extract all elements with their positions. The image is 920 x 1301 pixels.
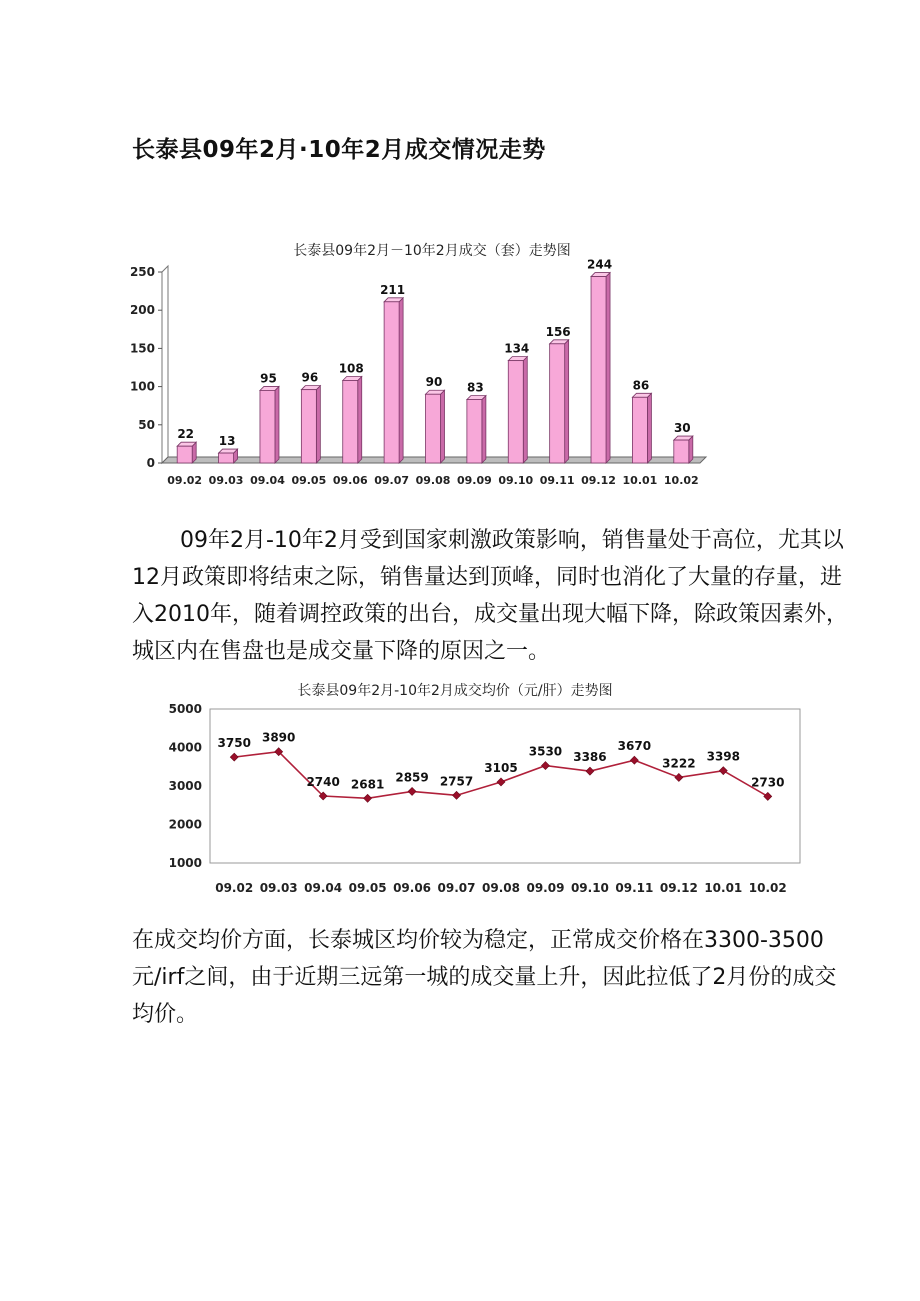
line-value-label: 3398: [706, 749, 741, 764]
bar-x-tick-label: 09.11: [539, 474, 575, 487]
line-point: [719, 767, 727, 775]
line-point: [630, 756, 638, 764]
paragraph-price: 在成交均价方面，长泰城区均价较为稳定，正常成交价格在3300-3500元/irf之间，由于近期三远第一城的成交量上升，因此拉低了2月份的成交均价。: [132, 928, 837, 1027]
page-heading: 长泰县09年2月·10年2月成交情况走势: [132, 137, 546, 163]
line-x-tick-label: 10.02: [748, 881, 787, 895]
line-value-label: 3105: [484, 760, 518, 775]
bar-value-label: 13: [218, 434, 236, 449]
bar-value-label: 96: [301, 370, 319, 385]
line-value-label: 2859: [395, 770, 429, 785]
bar-y-tick-label: 100: [129, 379, 155, 394]
bar-value-label: 211: [380, 282, 406, 297]
bar-x-tick-label: 09.05: [291, 474, 327, 487]
bar-x-tick-label: 09.03: [208, 474, 244, 487]
line-x-tick-label: 09.10: [570, 881, 609, 895]
bar-x-tick-label: 09.06: [332, 474, 368, 487]
line-x-tick-label: 09.08: [482, 881, 520, 895]
line-x-tick-label: 09.03: [259, 881, 298, 895]
bar-value-label: 108: [338, 361, 364, 376]
bar-x-tick-label: 09.08: [415, 474, 451, 487]
bar-chart-title: 长泰县09年2月－10年2月成交（套）走势图: [293, 243, 571, 259]
line-point: [586, 767, 594, 775]
line-value-label: 3530: [528, 744, 563, 759]
line-x-tick-label: 09.12: [659, 881, 698, 895]
line-x-tick-label: 09.07: [437, 881, 476, 895]
line-x-tick-label: 09.04: [304, 881, 343, 895]
line-point: [675, 773, 683, 781]
line-value-label: 2681: [350, 777, 385, 792]
line-point: [497, 778, 505, 786]
bar-value-label: 156: [545, 324, 571, 339]
line-value-label: 3222: [662, 756, 696, 771]
bar-value-label: 95: [260, 371, 277, 386]
bar-value-label: 83: [467, 380, 484, 395]
bar-x-tick-label: 09.12: [581, 474, 616, 487]
bar-y-tick-label: 200: [129, 303, 155, 318]
line-y-tick-label: 3000: [168, 779, 202, 793]
line-point: [541, 762, 549, 770]
bar-x-tick-label: 10.01: [622, 474, 658, 487]
line-value-label: 3386: [573, 750, 607, 765]
line-x-tick-label: 09.05: [348, 881, 387, 895]
bar-y-tick-label: 150: [129, 341, 155, 356]
line-y-tick-label: 2000: [168, 817, 202, 832]
line-y-tick-label: 1000: [168, 856, 202, 870]
paragraph-volume: 09年2月-10年2月受到国家刺激政策影响，销售量处于高位，尤其以12月政策即将结束之际，销售量达到顶峰，同时也消化了大量的存量，进入2010年，随着调控政策的出台，成交量出现大幅下降，除政策因素外，城区内在售盘也是成交量下降的原因之一。: [132, 528, 848, 664]
bar-value-label: 134: [504, 341, 530, 356]
line-x-tick-label: 09.11: [615, 881, 654, 895]
bar-x-tick-label: 09.02: [167, 474, 203, 487]
bar-value-label: 22: [177, 427, 195, 442]
line-value-label: 2740: [306, 775, 340, 790]
line-x-tick-label: 09.02: [215, 881, 254, 895]
line-point: [364, 794, 372, 802]
line-value-label: 2730: [751, 775, 785, 790]
line-y-tick-label: 5000: [168, 702, 202, 716]
bar-y-tick-label: 250: [129, 265, 155, 279]
line-x-tick-label: 09.06: [393, 881, 432, 895]
bar-value-label: 30: [673, 421, 691, 436]
line-x-tick-label: 10.01: [704, 881, 743, 895]
line-value-label: 3890: [261, 730, 296, 745]
line-chart-title: 长泰县09年2月-10年2月成交均价（元/肝）走势图: [297, 683, 613, 699]
bar-value-label: 86: [632, 378, 650, 393]
line-point: [230, 753, 238, 761]
line-point: [453, 791, 461, 799]
bar-x-tick-label: 09.04: [250, 474, 285, 487]
bar-value-label: 90: [425, 375, 443, 390]
line-y-tick-label: 4000: [168, 740, 202, 755]
bar-x-tick-label: 09.07: [374, 474, 410, 487]
line-value-label: 3670: [617, 739, 652, 754]
line-point: [764, 792, 772, 800]
bar-x-tick-label: 10.02: [663, 474, 699, 487]
bar-y-tick-label: 50: [138, 417, 155, 432]
line-x-tick-label: 09.09: [526, 881, 565, 895]
bar-x-tick-label: 09.09: [456, 474, 492, 487]
bar-x-tick-label: 09.10: [498, 474, 534, 487]
bar-y-tick-label: 0: [146, 456, 155, 470]
line-point: [408, 787, 416, 795]
line-value-label: 3750: [217, 736, 251, 751]
line-value-label: 2757: [439, 774, 474, 789]
line-plot-frame: [210, 709, 800, 863]
bar-value-label: 244: [587, 257, 613, 272]
